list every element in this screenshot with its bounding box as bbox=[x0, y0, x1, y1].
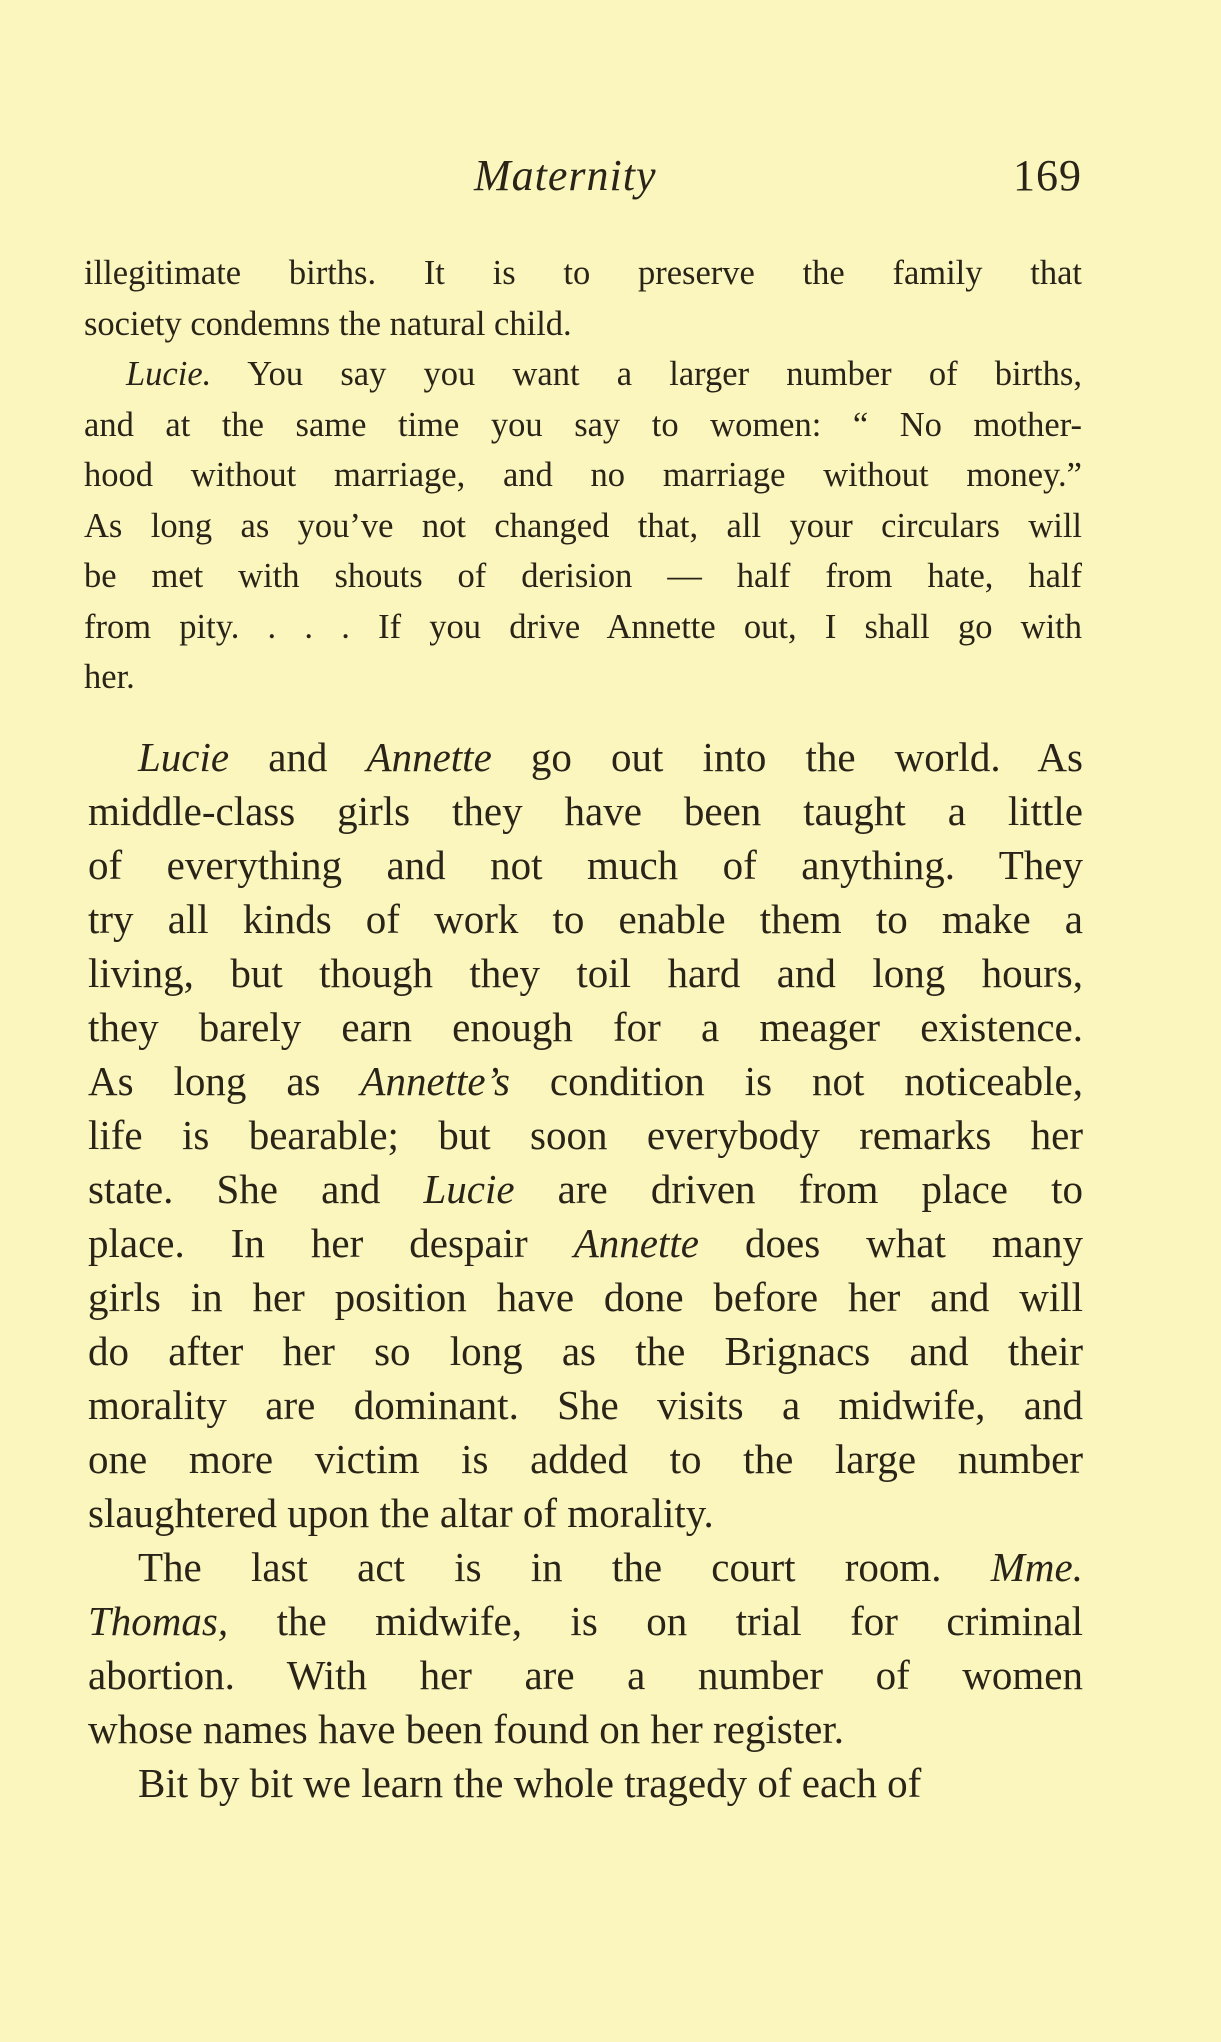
running-head bbox=[84, 150, 1082, 210]
text-line: living, but though they toil hard and long hours, bbox=[88, 950, 1083, 996]
text-fragment: go out into the world. As bbox=[491, 734, 1083, 780]
text-fragment: You say you want a larger number of births, bbox=[247, 355, 1082, 393]
text-line bbox=[88, 1162, 1083, 1216]
character-name: Annette bbox=[366, 734, 492, 780]
text-line: whose names have been found on her register. bbox=[88, 1706, 844, 1752]
text-line: abortion. With her are a number of women bbox=[88, 1652, 1083, 1698]
character-name: Thomas, bbox=[88, 1598, 229, 1644]
text-line: As long as you’ve not changed that, all your circulars will bbox=[84, 506, 1082, 545]
character-name: Annette bbox=[573, 1220, 699, 1266]
text-line: illegitimate births. It is to preserve the family that bbox=[84, 254, 1082, 292]
text-line: of everything and not much of anything. They bbox=[88, 842, 1083, 888]
running-title: Maternity bbox=[474, 151, 657, 200]
narrative-block bbox=[88, 730, 1083, 1810]
text-fragment: The last act is in the court room. bbox=[138, 1544, 991, 1590]
text-line bbox=[88, 1054, 1083, 1108]
speaker-name: Lucie. bbox=[126, 355, 212, 393]
text-line: Bit by bit we learn the whole tragedy of each of bbox=[138, 1760, 922, 1806]
text-line: slaughtered upon the altar of morality. bbox=[88, 1490, 714, 1536]
text-fragment: does what many bbox=[698, 1220, 1083, 1266]
page-number: 169 bbox=[1013, 151, 1082, 200]
text-fragment: are driven from place to bbox=[514, 1166, 1083, 1212]
text-line: life is bearable; but soon everybody remarks her bbox=[88, 1112, 1083, 1158]
dialogue-block bbox=[84, 248, 1082, 703]
character-name: Annette’s bbox=[360, 1058, 510, 1104]
text-line: do after her so long as the Brignacs and their bbox=[88, 1328, 1083, 1374]
text-line: middle-class girls they have been taught a little bbox=[88, 788, 1083, 834]
text-line: girls in her position have done before her and will bbox=[88, 1274, 1083, 1320]
text-line: her. bbox=[84, 658, 135, 696]
character-name: Mme. bbox=[990, 1544, 1083, 1590]
text-line: try all kinds of work to enable them to make a bbox=[88, 896, 1083, 942]
text-fragment: condition is not noticeable, bbox=[509, 1058, 1083, 1104]
text-line bbox=[88, 1216, 1083, 1270]
text-line: society condemns the natural child. bbox=[84, 304, 572, 343]
text-line bbox=[88, 1540, 1083, 1594]
text-line: they barely earn enough for a meager existence. bbox=[88, 1004, 1083, 1050]
text-line: morality are dominant. She visits a midwife, and bbox=[88, 1382, 1083, 1428]
text-fragment: the midwife, is on trial for criminal bbox=[228, 1598, 1083, 1644]
text-line: from pity. . . . If you drive Annette out, I shall go with bbox=[84, 607, 1082, 646]
text-line bbox=[84, 349, 1082, 400]
text-line: hood without marriage, and no marriage without money.” bbox=[84, 456, 1082, 494]
text-fragment: state. She and bbox=[88, 1166, 424, 1212]
character-name: Lucie bbox=[138, 734, 230, 780]
text-line bbox=[88, 730, 1083, 784]
text-fragment: As long as bbox=[88, 1058, 361, 1104]
text-fragment: place. In her despair bbox=[88, 1220, 574, 1266]
character-name: Lucie bbox=[423, 1166, 515, 1212]
text-fragment: and bbox=[229, 734, 367, 780]
text-line: and at the same time you say to women: “ No mother- bbox=[84, 405, 1082, 444]
text-line bbox=[88, 1594, 1083, 1648]
text-line: be met with shouts of derision — half from hate, half bbox=[84, 557, 1082, 595]
text-line: one more victim is added to the large number bbox=[88, 1436, 1083, 1482]
